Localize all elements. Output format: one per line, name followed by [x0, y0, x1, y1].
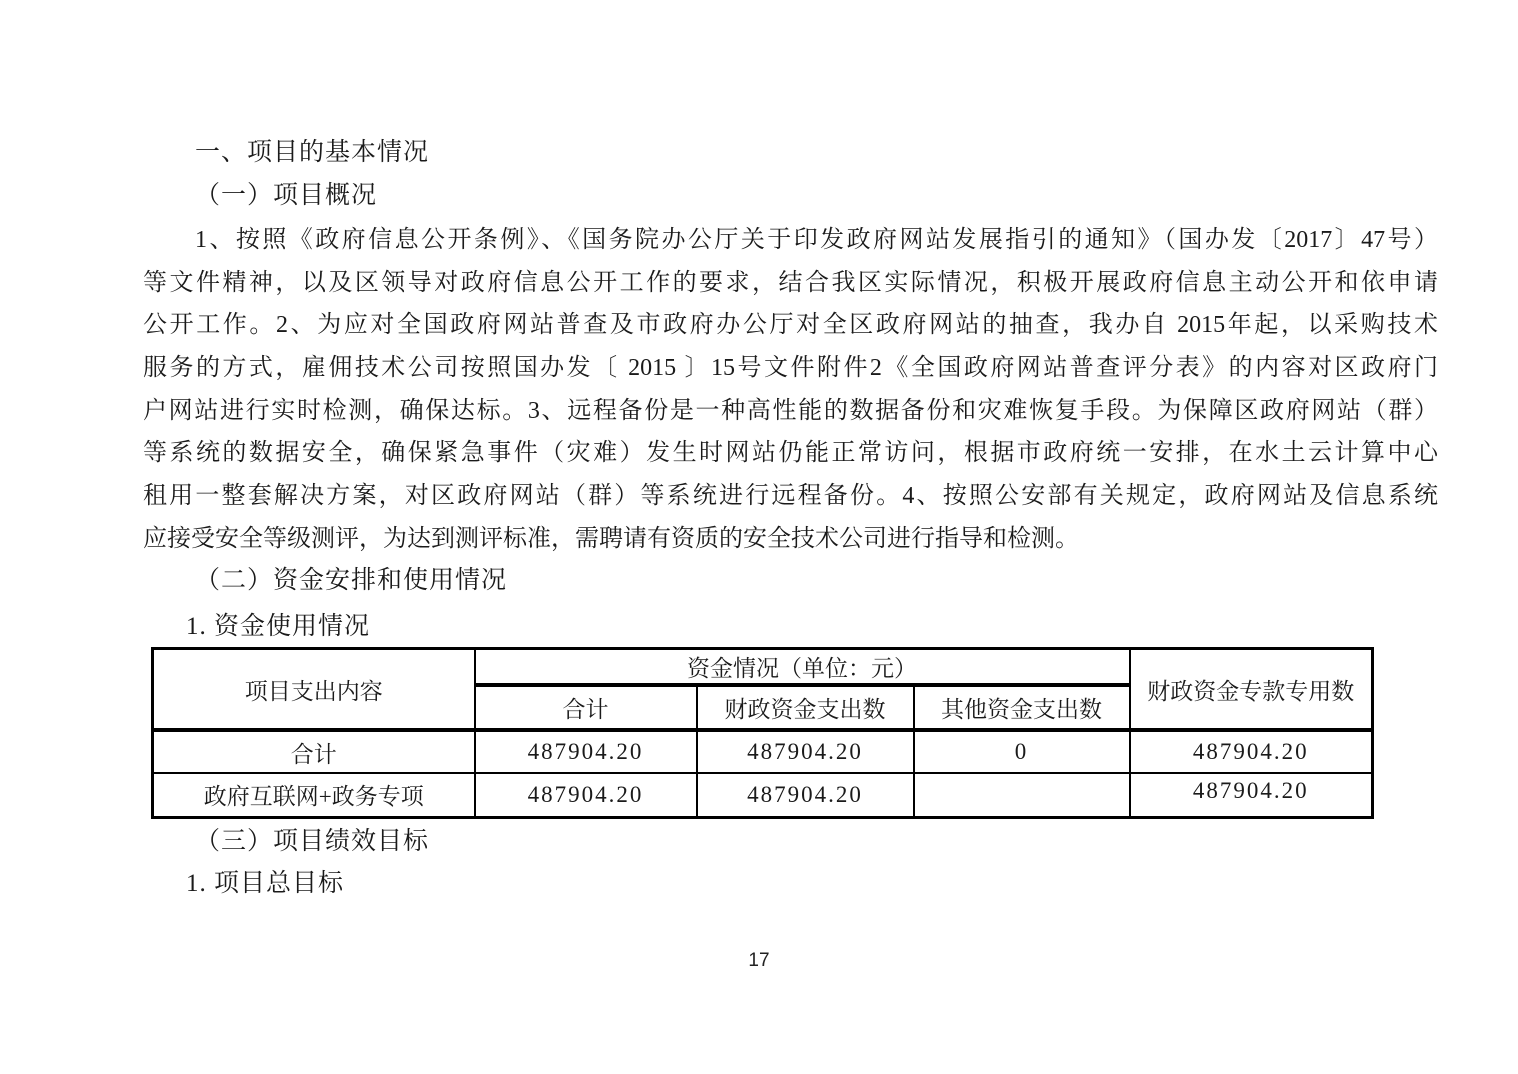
item-heading-overall-goal: 1. 项目总目标 [186, 870, 345, 897]
header-cell-total: 合计 [475, 685, 697, 730]
header-cell-special-funds: 财政资金专款专用数 [1130, 649, 1373, 731]
cell-fiscal-value: 487904.20 [697, 773, 914, 817]
subsection-heading-project-overview: （一）项目概况 [195, 182, 378, 209]
paragraph-line: 应接受安全等级测评，为达到测评标准，需聘请有资质的安全技术公司进行指导和检测。 [143, 525, 1079, 552]
paragraph-line: 租用一整套解决方案，对区政府网站（群）等系统进行远程备份。4、按照公安部有关规定，政府网站及信息系统 [143, 483, 1438, 510]
project-overview-paragraph [143, 219, 1438, 561]
cell-total-value: 487904.20 [475, 730, 697, 773]
item-heading-funds-usage: 1. 资金使用情况 [186, 613, 371, 640]
paragraph-line: 1、按照《政府信息公开条例》、《国务院办公厅关于印发政府网站发展指引的通知》（国办发〔2017〕47号） [195, 227, 1438, 253]
header-cell-fiscal-expense: 财政资金支出数 [697, 685, 914, 730]
subsection-heading-performance-goals: （三）项目绩效目标 [195, 828, 430, 855]
table-row-gov-internet [153, 773, 1373, 817]
cell-special-value: 487904.20 [1130, 773, 1373, 817]
paragraph-line: 等系统的数据安全，确保紧急事件（灾难）发生时网站仍能正常访问，根据市政府统一安排，在水土云计算中心 [143, 440, 1438, 467]
cell-item-label: 政府互联网+政务专项 [153, 773, 475, 817]
cell-special-value: 487904.20 [1130, 730, 1373, 773]
header-cell-expense-item: 项目支出内容 [153, 649, 475, 731]
table-header-row-1 [153, 649, 1373, 686]
section-heading-basic-info: 一、项目的基本情况 [195, 139, 430, 166]
paragraph-line: 户网站进行实时检测，确保达标。3、远程备份是一种高性能的数据备份和灾难恢复手段。为保障区政府网站（群） [143, 397, 1438, 424]
header-cell-other-expense: 其他资金支出数 [914, 685, 1130, 730]
paragraph-line: 等文件精神，以及区领导对政府信息公开工作的要求，结合我区实际情况，积极开展政府信息主动公开和依申请 [143, 269, 1438, 296]
paragraph-line: 服务的方式，雇佣技术公司按照国办发〔 2015 〕15号文件附件2《全国政府网站普查评分表》的内容对区政府门 [143, 355, 1438, 382]
paragraph-line: 公开工作。2、为应对全国政府网站普查及市政府办公厅对全区政府网站的抽查，我办自 2015年起，以采购技术 [143, 312, 1438, 339]
table-row-total [153, 730, 1373, 773]
cell-fiscal-value: 487904.20 [697, 730, 914, 773]
cell-other-value [914, 773, 1130, 817]
subsection-heading-funds-arrangement: （二）资金安排和使用情况 [195, 567, 508, 594]
page-number: 17 [748, 950, 770, 971]
cell-item-label: 合计 [153, 730, 475, 773]
cell-total-value: 487904.20 [475, 773, 697, 817]
header-cell-funds-group: 资金情况（单位：元） [475, 649, 1130, 686]
cell-other-value: 0 [914, 730, 1130, 773]
funds-usage-table [151, 647, 1374, 819]
